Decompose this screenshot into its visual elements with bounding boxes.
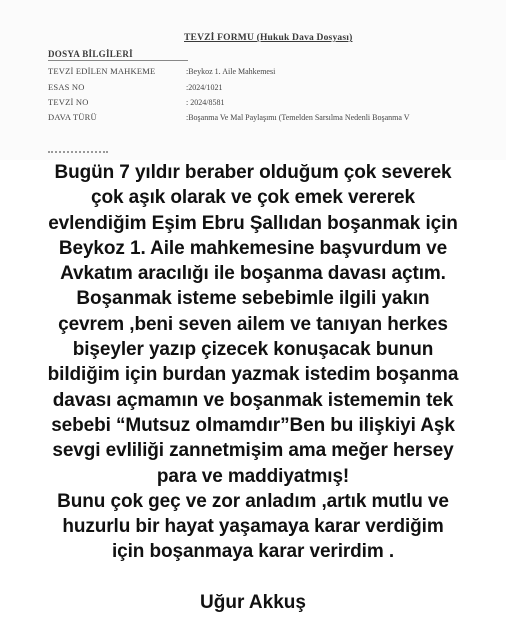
- story-line: huzurlu bir hayat yaşamaya karar verdiğim: [62, 516, 444, 538]
- document-section-heading: DOSYA BİLGİLERİ: [48, 49, 133, 59]
- row-label: DAVA TÜRÜ: [48, 112, 97, 122]
- story-line: sebebi “Mutsuz olmamdır”Ben bu ilişkiyi Aşk: [51, 414, 455, 436]
- signature-name: Uğur Akkuş: [200, 592, 306, 613]
- story-line: sevgi evliliği zannetmişim ama meğer hersey: [52, 440, 454, 462]
- story-text: [18, 160, 488, 565]
- row-label: ESAS NO: [48, 82, 85, 92]
- row-value: :Boşanma Ve Mal Paylaşımı (Temelden Sarsılma Nedenli Boşanma V: [186, 113, 410, 122]
- document-row-case-type: [48, 112, 410, 122]
- story-line: için boşanmaya karar verirdim .: [111, 541, 395, 563]
- document-row-distribution-number: [48, 97, 224, 107]
- story-line: çok aşık olarak ve çok emek vererek: [91, 187, 415, 209]
- row-label: TEVZİ NO: [48, 97, 89, 107]
- story-overlay: [0, 160, 506, 565]
- story-line: davası açmamın ve boşanmak istememin tek: [52, 389, 454, 411]
- row-label: TEVZİ EDİLEN MAHKEME: [48, 66, 156, 76]
- story-line: para ve maddiyatmış!: [156, 465, 350, 487]
- story-line: Avkatım aracılığı ile boşanma davası açtım.: [60, 263, 446, 285]
- court-document-background: [0, 0, 506, 160]
- document-row-case-number: [48, 82, 222, 92]
- story-line: Bugün 7 yıldır beraber olduğum çok severek: [54, 162, 452, 183]
- story-line: evlendiğim Eşim Ebru Şallıdan boşanmak için: [48, 212, 458, 234]
- document-row-court: [48, 66, 275, 76]
- story-line: bişeyler yazıp çizecek konuşacak bunun: [72, 339, 434, 361]
- row-value: : 2024/8581: [186, 98, 225, 107]
- section-divider: [48, 60, 188, 61]
- row-value: :2024/1021: [186, 83, 223, 92]
- story-line: bildiğim için burdan yazmak istedim boşanma: [47, 364, 459, 386]
- cut-off-text-fragment: [48, 151, 108, 159]
- story-line: çevrem ,beni seven ailem ve tanıyan herkes: [58, 313, 448, 335]
- story-line: Bunu çok geç ve zor anladım ,artık mutlu ve: [57, 490, 449, 512]
- document-title: TEVZİ FORMU (Hukuk Dava Dosyası): [184, 33, 353, 43]
- story-line: Boşanmak isteme sebebimle ilgili yakın: [76, 288, 430, 310]
- story-line: Beykoz 1. Aile mahkemesine başvurdum ve: [58, 237, 448, 259]
- row-value: :Beykoz 1. Aile Mahkemesi: [186, 67, 276, 76]
